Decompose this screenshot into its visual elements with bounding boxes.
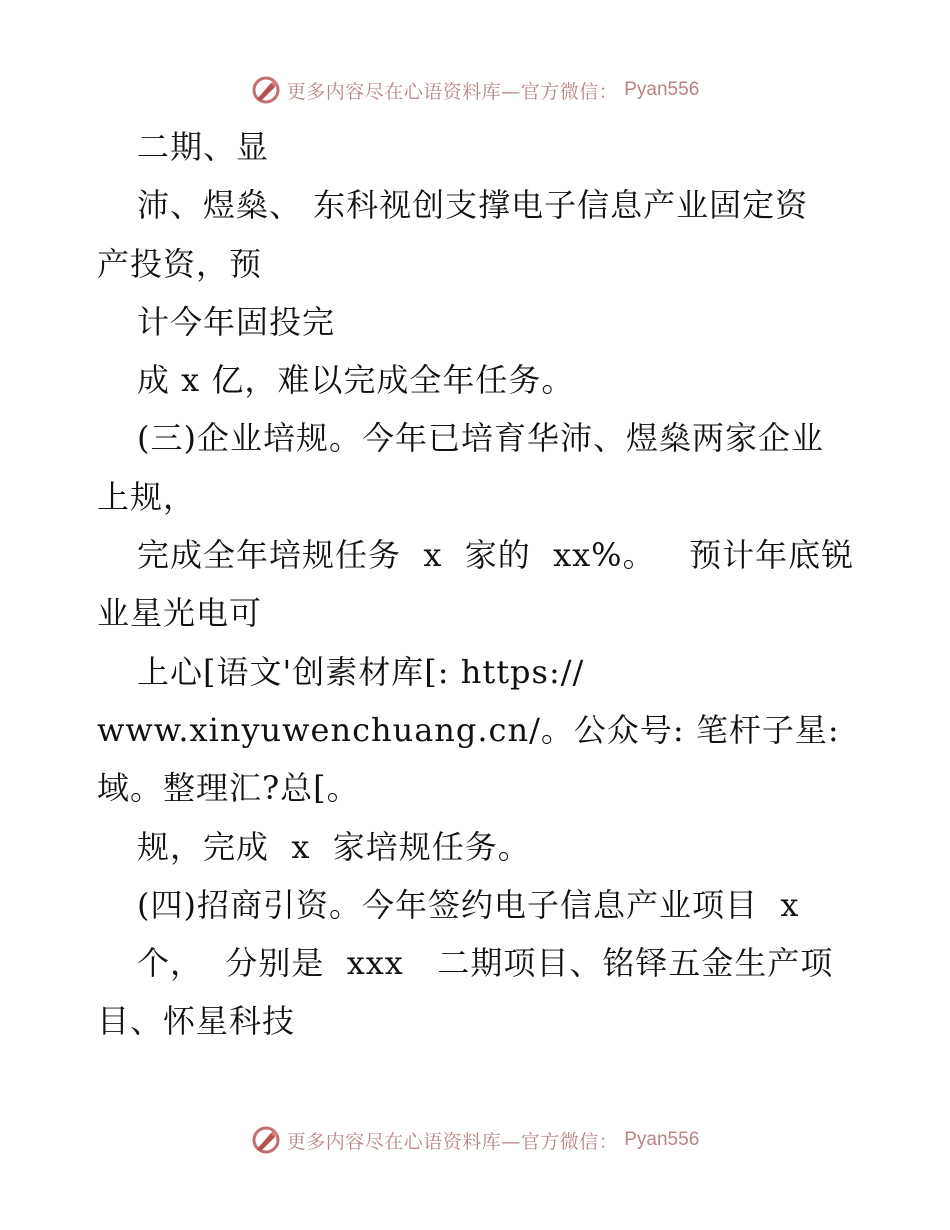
banner-wechat-id: Pyan556 bbox=[624, 1129, 700, 1150]
text-line: 成 x 亿，难以完成全年任务。 bbox=[137, 361, 575, 400]
text-line: 完成全年培规任务 x 家的 xx%。 预计年底锐 bbox=[137, 536, 855, 575]
banner-wechat-id: Pyan556 bbox=[624, 79, 700, 100]
text-line: (四)招商引资。今年签约电子信息产业项目 x bbox=[137, 885, 800, 924]
text-line: 沛、煜燊、 东科视创支撑电子信息产业固定资 bbox=[137, 186, 809, 225]
text-line: 目、怀星科技 bbox=[97, 1002, 296, 1041]
text-line: (三)企业培规。今年已培育华沛、煜燊两家企业 bbox=[137, 419, 824, 458]
text-line: 计今年固投完 bbox=[137, 302, 336, 341]
text-line: 域。整理汇?总[。 bbox=[97, 769, 360, 808]
text-line: 产投资，预 bbox=[97, 244, 263, 283]
text-line: 业星光电可 bbox=[97, 594, 263, 633]
banner-text: 更多内容尽在心语资料库—官方微信： bbox=[286, 80, 619, 103]
text-line: 上规， bbox=[97, 477, 197, 516]
document-body bbox=[97, 118, 877, 1051]
text-line: 规，完成 x 家培规任务。 bbox=[137, 827, 531, 866]
pen-logo-icon bbox=[251, 75, 281, 105]
text-line: 二期、显 bbox=[137, 128, 270, 166]
text-line: 个， 分别是 xxx 二期项目、铭铎五金生产项 bbox=[137, 944, 834, 983]
text-line: 上心[语文'创素材库[: https:// bbox=[137, 652, 585, 691]
header-banner bbox=[0, 72, 950, 108]
footer-banner bbox=[0, 1122, 950, 1158]
text-line: www.xinyuwenchuang.cn/。公众号: 笔杆子星: bbox=[97, 710, 840, 749]
pen-logo-icon bbox=[251, 1125, 281, 1155]
banner-text: 更多内容尽在心语资料库—官方微信： bbox=[286, 1130, 619, 1153]
